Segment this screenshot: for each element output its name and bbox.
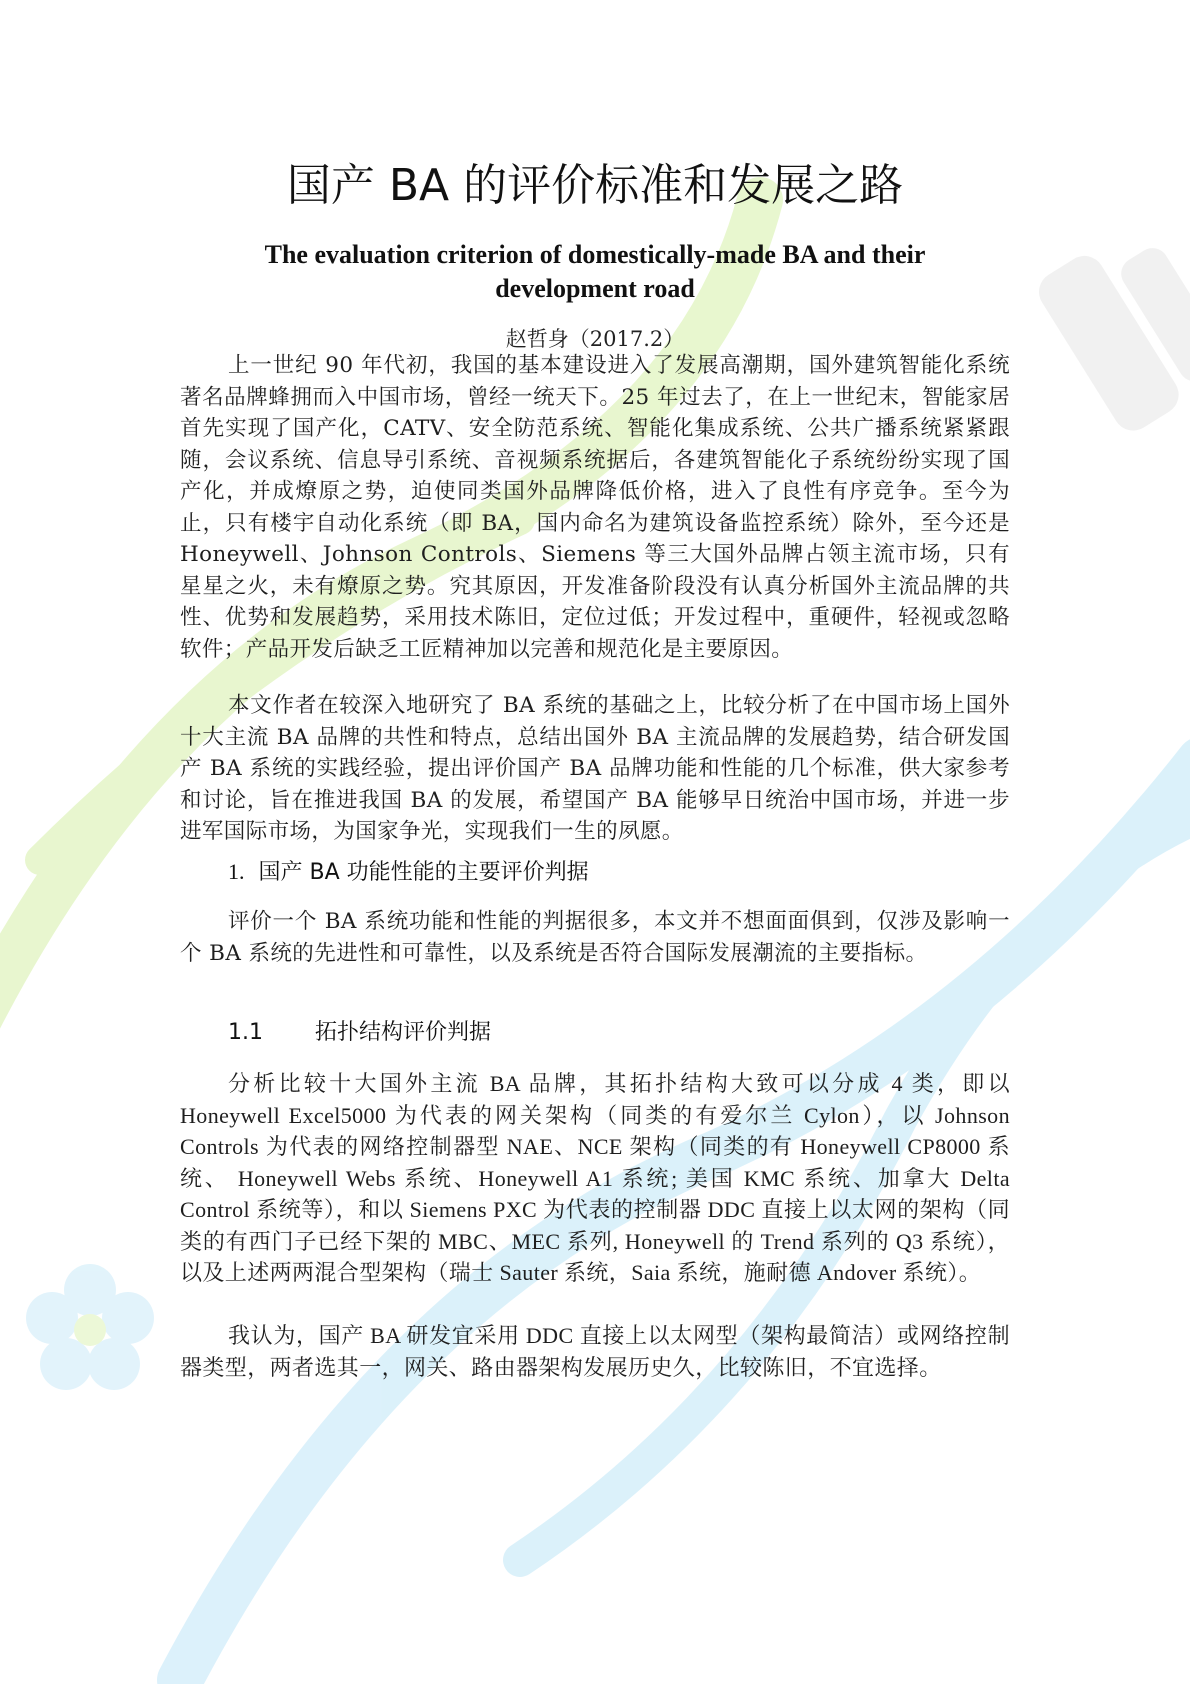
subsection-title: 拓扑结构评价判据 [315, 1020, 492, 1045]
english-subtitle: The evaluation criterion of domestically-made BA and their development road [264, 240, 926, 303]
section-number: 1. [228, 859, 245, 884]
section-heading-1-1 [228, 1018, 491, 1048]
page-title: 国产 BA 的评价标准和发展之路 [286, 160, 904, 211]
subsection-number: 1.1 [228, 1020, 263, 1045]
purpose-paragraph: 本文作者在较深入地研究了 BA 系统的基础之上，比较分析了在中国市场上国外十大主流 BA 品牌的共性和特点，总结出国外 BA 主流品牌的发展趋势，结合研发国产 BA 系统的实践经验，提出评价国产 BA 品牌功能和性能的几个标准，供大家参考和讨论，旨在推进我国 BA 的发展，希望国产 BA 能够早日统治中国市场，并进一步进军国际市场，为国家争光，实现我们一生的夙愿。 [180, 693, 1010, 844]
author-line: 赵哲身（2017.2） [505, 327, 685, 351]
section-title: 国产 BA 功能性能的主要评价判据 [258, 860, 589, 885]
topology-paragraph: 分析比较十大国外主流 BA 品牌，其拓扑结构大致可以分成 4 类，即以 Honeywell Excel5000 为代表的网关架构（同类的有爱尔兰 Cylon），以 Johnson Controls 为代表的网络控制器型 NAE、NCE 架构（同类的有 Honeywell CP8000 系统、 Honeywell Webs 系统、Honeywell A1 系统; 美国 KMC 系统、加拿大 Delta Control 系统等），和以 Siemens PXC 为代表的控制器 DDC 直接上以太网的架构（同类的有西门子已经下架的 MBC、MEC 系列, Honeywell 的 Trend 系列的 Q3 系统），以及上述两两混合型架构（瑞士 Sauter 系统，Saia 系统，施耐德 Andover 系统）。 [180, 1071, 1010, 1285]
section-heading-1 [228, 857, 589, 888]
section1-paragraph: 评价一个 BA 系统功能和性能的判据很多，本文并不想面面俱到，仅涉及影响一个 BA 系统的先进性和可靠性，以及系统是否符合国际发展潮流的主要指标。 [180, 909, 1010, 966]
recommendation-paragraph: 我认为，国产 BA 研发宜采用 DDC 直接上以太网型（架构最简洁）或网络控制器类型，两者选其一，网关、路由器架构发展历史久，比较陈旧，不宜选择。 [180, 1323, 1010, 1380]
intro-paragraph: 上一世纪 90 年代初，我国的基本建设进入了发展高潮期，国外建筑智能化系统著名品牌蜂拥而入中国市场，曾经一统天下。25 年过去了，在上一世纪末，智能家居首先实现了国产化，CATV、安全防范系统、智能化集成系统、公共广播系统紧紧跟随，会议系统、信息导引系统、音视频系统据后，各建筑智能化子系统纷纷实现了国产化，并成燎原之势，迫使同类国外品牌降低价格，进入了良性有序竞争。至今为止，只有楼宇自动化系统（即 BA，国内命名为建筑设备监控系统）除外，至今还是 Honeywell、Johnson Controls、Siemens 等三大国外品牌占领主流市场，只有星星之火，未有燎原之势。究其原因，开发准备阶段没有认真分析国外主流品牌的共性、优势和发展趋势，采用技术陈旧，定位过低；开发过程中，重硬件，轻视或忽略软件；产品开发后缺乏工匠精神加以完善和规范化是主要原因。 [180, 353, 1010, 662]
